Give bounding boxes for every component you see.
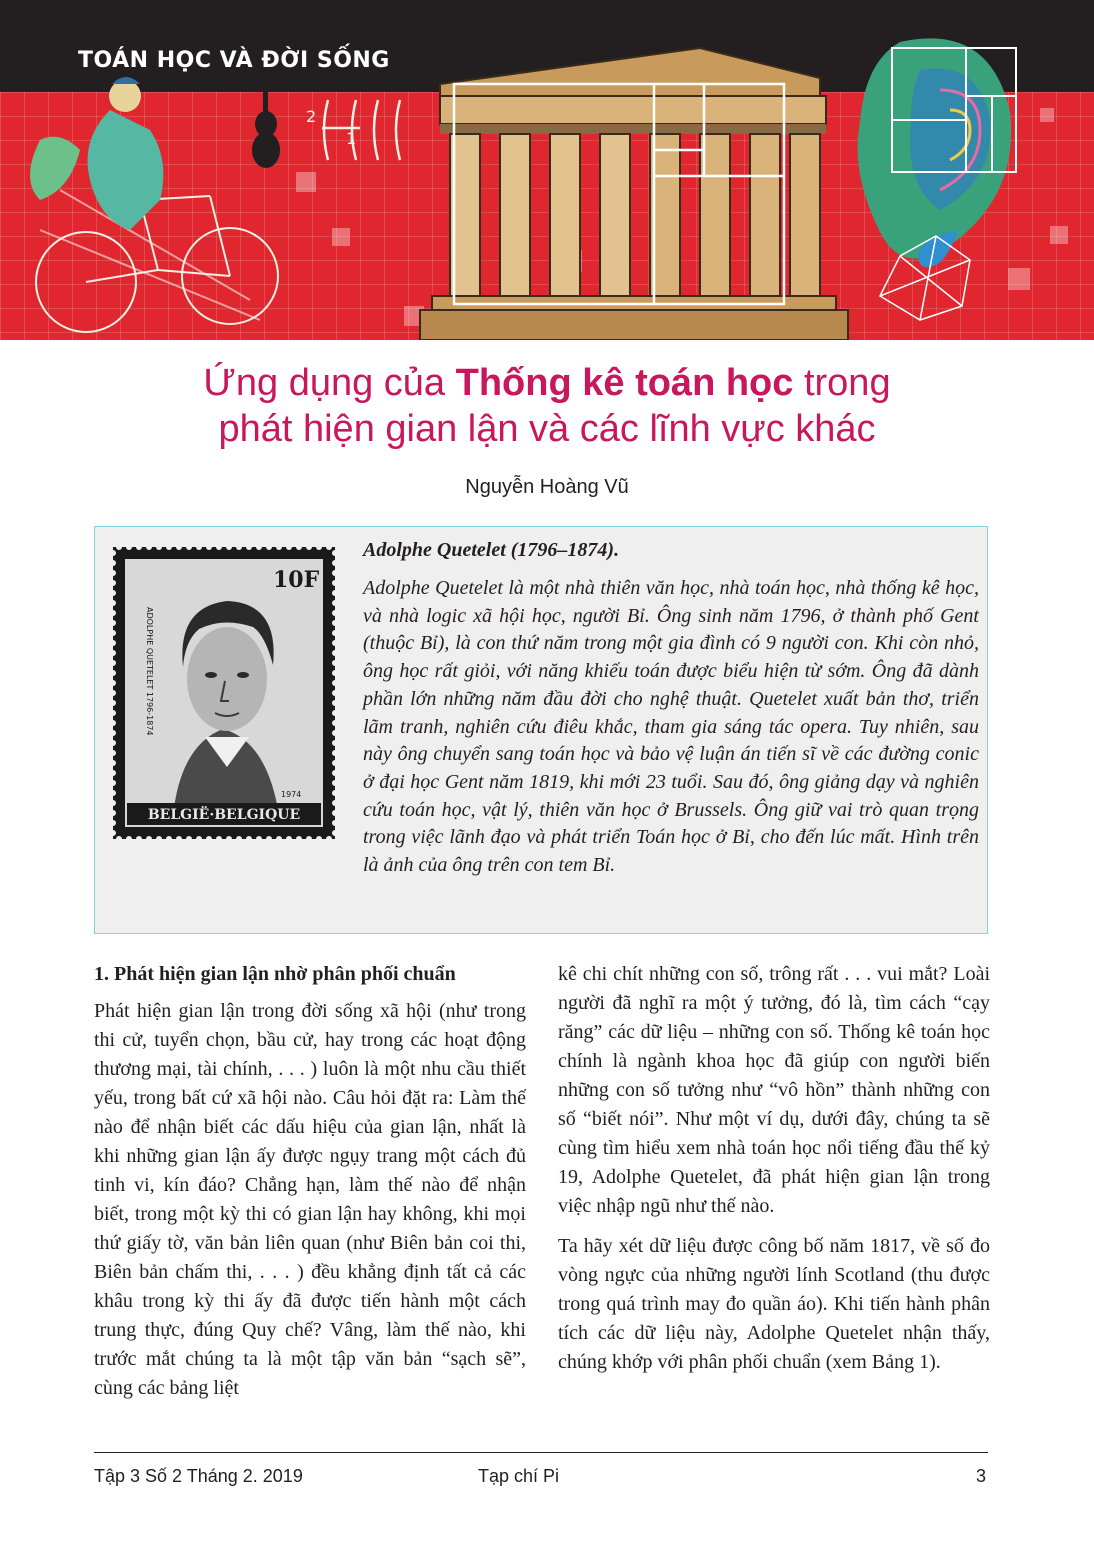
article-title: [60, 360, 1034, 452]
stamp-value: 10F: [273, 567, 320, 593]
paragraph-1: Phát hiện gian lận trong đời sống xã hội (như trong thi cử, tuyển chọn, bầu cử, hay trong các hoạt động thương mại, tài chính, . . . ) luôn là một nhu cầu thiết yếu, trong bất cứ xã hội nào. Câu hỏi đặt ra: Làm thế nào để nhận biết các dấu hiệu của gian lận, nhất là khi những gian lận ấy được ngụy trang một cách đủ tinh vi, kín đáo? Chẳng hạn, làm thế nào để nhận biết, trong một kỳ thi có gian lận hay không, khi mọi thứ giấy tờ, văn bản liên quan (như Biên bản coi thi, Biên bản chấm thi, . . . ) đều khẳng định tất cả các khâu trong kỳ thi ấy đã được tiến hành một cách trung thực, đúng Quy chế? Vâng, làm thế nào, khi trước mắt chúng ta là một tập văn bản “sạch sẽ”, cùng các bảng liệt: [94, 1000, 526, 1399]
article-author: Nguyễn Hoàng Vũ: [465, 476, 629, 498]
column-right: [558, 960, 990, 1388]
footer-issue: Tập 3 Số 2 Tháng 2. 2019: [94, 1466, 303, 1486]
stamp-year: 1974: [281, 790, 302, 799]
biography-box: [94, 526, 988, 934]
stamp-name: ADOLPHE QUETELET 1796-1874: [145, 607, 154, 736]
violin-illustration: [252, 80, 280, 168]
bio-heading: Adolphe Quetelet (1796–1874).: [363, 539, 620, 561]
column-left: [94, 960, 526, 1414]
footer-journal: Tạp chí Pi: [478, 1466, 560, 1486]
header-banner: [0, 0, 1094, 340]
cyclist-figure: [30, 77, 163, 230]
section-label: TOÁN HỌC VÀ ĐỜI SỐNG: [78, 48, 390, 73]
footer-rule: [94, 1452, 988, 1453]
title-bold: Thống kê toán học: [455, 362, 794, 404]
title-part-2: trong: [793, 362, 891, 404]
title-line-1: [60, 360, 1034, 406]
digit-2: 2: [306, 107, 317, 126]
stamp-spacer: [107, 575, 363, 865]
cyclist-illustration: [36, 190, 278, 332]
paragraph-2: Ta hãy xét dữ liệu được công bố năm 1817, về số đo vòng ngực của những người lính Scotland (thu được trong quá trình may đo quần áo). Khi tiến hành phân tích các dữ liệu này, Adolphe Quetelet nhận thấy, chúng khớp với phân phối chuẩn (xem Bảng 1).: [558, 1235, 990, 1373]
stamp-country: BELGIË·BELGIQUE: [147, 807, 301, 823]
title-line-2: phát hiện gian lận và các lĩnh vực khác: [218, 408, 876, 450]
digit-1: 1: [346, 129, 357, 148]
bio-text-content: Adolphe Quetelet là một nhà thiên văn học, nhà toán học, nhà thống kê học, và nhà logic xã hội học, người Bỉ. Ông sinh năm 1796, ở thành phố Gent (thuộc Bỉ), là con thứ năm trong một gia đình có 9 người con. Khi còn nhỏ, ông học rất giỏi, với năng khiếu toán được biểu hiện từ sớm. Ông đã dành phần lớn những năm đầu đời cho nghệ thuật. Quetelet xuất bản thơ, triển lãm tranh, nghiên cứu điêu khắc, tham gia sáng tác opera. Tuy nhiên, sau này ông chuyển sang toán học và bảo vệ luận án tiến sĩ về các đường conic ở đại học Gent năm 1819, khi mới 23 tuổi. Sau đó, ông giảng dạy và nghiên cứu toán học, vật lý, thiên văn học ở Brussels. Ông giữ vai trò quan trọng trong việc lãnh đạo và phát triển Toán học ở Bỉ, cho đến lúc mất. Hình trên là ảnh của ông trên con tem Bỉ.: [363, 577, 979, 877]
shell-illustration: [858, 38, 1012, 267]
title-part-1: Ứng dụng của: [203, 362, 456, 404]
footer-page-number: 3: [976, 1466, 987, 1486]
bio-text: [107, 575, 979, 880]
section-heading: 1. Phát hiện gian lận nhờ phân phối chuẩn: [94, 963, 456, 985]
math-brackets: [322, 100, 400, 160]
paragraph-1-continued: kê chi chít những con số, trông rất . . . vui mắt? Loài người đã nghĩ ra một ý tưởng, đó là, tìm cách “cạy răng” các dữ liệu – những con số. Thống kê toán học chính là ngành khoa học đã giúp con người biến những con số tưởng như “vô hồn” thành những con số “biết nói”. Như một ví dụ, dưới đây, chúng ta sẽ cùng tìm hiểu xem nhà toán học nổi tiếng đầu thế kỷ 19, Adolphe Quetelet, đã phát hiện gian lận trong việc nhập ngũ như thế nào.: [558, 963, 990, 1217]
